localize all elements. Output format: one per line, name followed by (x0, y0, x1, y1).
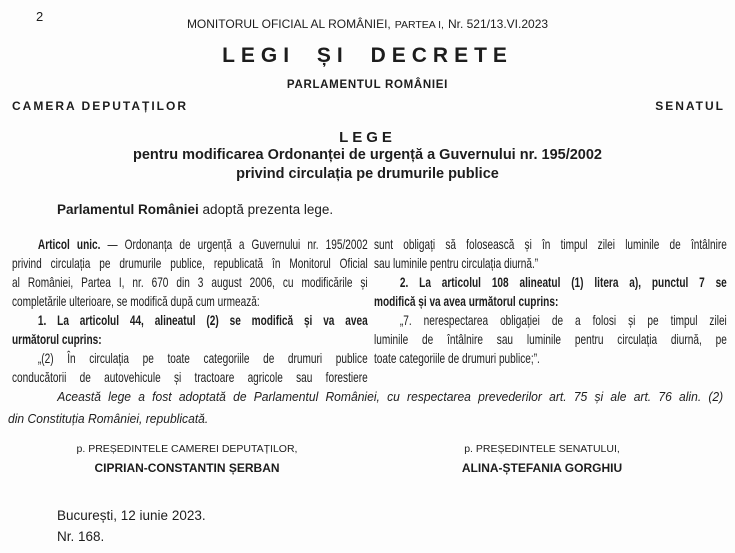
signature-left-title: p. PREȘEDINTELE CAMEREI DEPUTAȚILOR, (76, 443, 298, 455)
law-title-line2: privind circulația pe drumurile publice (236, 166, 499, 182)
text-segment: sau luminile pentru circulația diurnă.” (374, 255, 539, 271)
text-line (12, 349, 368, 368)
header-title: MONITORUL OFICIAL AL ROMÂNIEI, (186, 17, 391, 31)
text-line (8, 386, 723, 408)
signature-right (392, 443, 692, 475)
chambers-row (12, 99, 725, 113)
adoption-rest: adoptă prezenta lege. (198, 202, 334, 217)
text-line (374, 254, 727, 273)
text-line (374, 330, 727, 349)
text-segment-bold: următorul cuprins: (12, 331, 102, 347)
signature-right-title: p. PREȘEDINTELE SENATULUI, (464, 443, 620, 455)
text-segment-bold: modifică și va avea următorul cuprins: (374, 293, 559, 309)
text-segment: „7. nerespectarea obligației de a folosi și pe timpul zilei (399, 312, 727, 328)
text-line (12, 292, 368, 311)
footer-number: Nr. 168. (57, 529, 105, 544)
text-segment-bold: Articol unic. (37, 236, 101, 252)
law-title-line1: pentru modificarea Ordonanței de urgență a Guvernului nr. 195/2002 (133, 147, 602, 163)
text-segment: „(2) În circulația pe toate categoriile de drumuri publice (37, 350, 368, 366)
footer-block (57, 505, 206, 547)
text-segment: conducătorii de autovehicule și tractoare agricole sau forestiere (12, 369, 368, 385)
adoption-lead: Parlamentul României (57, 202, 199, 217)
law-kind: LEGE (339, 129, 396, 146)
text-line (12, 254, 368, 273)
text-line (374, 273, 727, 292)
signature-left (37, 443, 337, 475)
text-segment: sunt obligați să folosească și în timpul zilei luminile de întâlnire (374, 236, 727, 252)
text-line (374, 349, 727, 368)
text-line (8, 408, 723, 430)
text-segment: Această lege a fost adoptată de Parlamentul României, cu respectarea prevederilor art. 75 și ale art. 76 alin. (2) (57, 389, 724, 404)
text-line (12, 330, 368, 349)
header-part: PARTEA I, (394, 19, 444, 31)
text-line (374, 292, 727, 311)
text-line (12, 368, 368, 387)
adoption-line (57, 202, 333, 217)
parliament-title: PARLAMENTUL ROMÂNIEI (286, 79, 449, 91)
text-segment-bold: 1. La articolul 44, alineatul (2) se modifică și va avea (37, 312, 368, 328)
text-segment: completările ulterioare, se modifică după cum urmează: (12, 293, 260, 309)
text-segment: din Constituția României, republicată. (8, 410, 209, 426)
signature-right-name: ALINA-ȘTEFANIA GORGHIU (461, 461, 623, 475)
text-line (374, 311, 727, 330)
text-segment-bold: 2. La articolul 108 alineatul (1) litera a), punctul 7 se (399, 274, 727, 290)
body-column-right (374, 235, 727, 368)
text-line (12, 273, 368, 292)
page-header (0, 15, 735, 33)
footer-place-date: București, 12 iunie 2023. (57, 508, 206, 523)
text-line (12, 311, 368, 330)
section-title: LEGI ȘI DECRETE (222, 44, 513, 67)
page-number: 2 (36, 9, 44, 24)
text-segment: privind circulația pe drumurile publice, republicată în Monitorul Oficial (12, 255, 368, 271)
text-segment: luminile de întâlnire sau luminile pentru circulația diurnă, pe (374, 331, 727, 347)
constitutional-note (8, 386, 723, 429)
chamber-left-label: CAMERA DEPUTAȚILOR (12, 99, 188, 113)
body-column-left (12, 235, 368, 387)
text-line (12, 235, 368, 254)
text-line (374, 235, 727, 254)
header-issue: Nr. 521/13.VI.2023 (447, 17, 549, 31)
chamber-right-label: SENATUL (655, 99, 725, 113)
text-segment: toate categoriile de drumuri publice;”. (374, 350, 540, 366)
signature-left-name: CIPRIAN-CONSTANTIN ȘERBAN (94, 461, 280, 475)
text-segment: — Ordonanța de urgență a Guvernului nr. 195/2002 (100, 236, 368, 252)
text-segment: al României, Partea I, nr. 670 din 3 august 2006, cu modificările și (12, 274, 368, 290)
